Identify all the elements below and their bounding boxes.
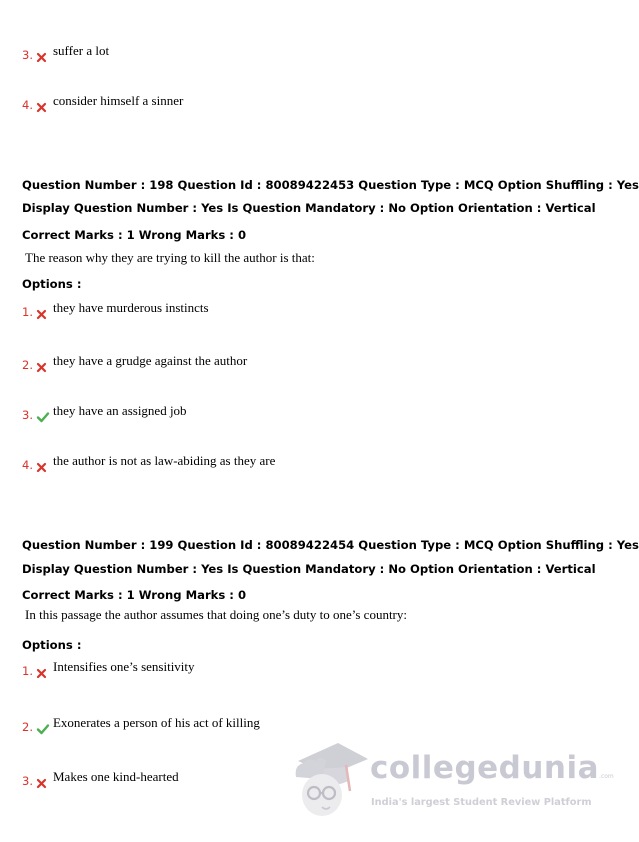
- option-text: consider himself a sinner: [52, 93, 184, 108]
- option-row: [22, 353, 247, 376]
- option-number: 1.: [22, 664, 33, 678]
- option-text: Intensifies one’s sensitivity: [52, 659, 195, 674]
- watermark-brand-name: collegedunia: [370, 750, 600, 786]
- watermark-brand-com: .com: [599, 773, 614, 780]
- wrong-icon: [37, 457, 50, 476]
- question-marks: Correct Marks : 1 Wrong Marks : 0: [22, 228, 247, 242]
- question-meta-line1: Question Number : 198 Question Id : 80089422453 Question Type : MCQ Option Shuffling : Yes: [22, 178, 639, 192]
- question-marks: Correct Marks : 1 Wrong Marks : 0: [22, 588, 247, 602]
- collegedunia-mascot-logo: [290, 735, 370, 824]
- wrong-icon: [37, 97, 50, 116]
- option-text: they have an assigned job: [52, 403, 187, 418]
- option-number: 3.: [22, 48, 33, 62]
- option-row: [22, 769, 179, 792]
- option-text: Makes one kind-hearted: [52, 769, 179, 784]
- wrong-icon: [37, 47, 50, 66]
- question-text: In this passage the author assumes that doing one’s duty to one’s country:: [25, 607, 407, 622]
- option-number: 3.: [22, 774, 33, 788]
- option-row: [22, 453, 275, 476]
- option-number: 2.: [22, 720, 33, 734]
- option-row: [22, 403, 187, 426]
- option-number: 3.: [22, 408, 33, 422]
- option-number: 4.: [22, 458, 33, 472]
- question-meta-line2: Display Question Number : Yes Is Question Mandatory : No Option Orientation : Vertical: [22, 201, 596, 215]
- option-number: 4.: [22, 98, 33, 112]
- options-label: Options :: [22, 277, 82, 291]
- options-label: Options :: [22, 638, 82, 652]
- option-row: [22, 300, 209, 323]
- option-text: Exonerates a person of his act of killing: [52, 715, 260, 730]
- option-row: [22, 715, 260, 738]
- wrong-icon: [37, 663, 50, 682]
- question-meta-line1: Question Number : 199 Question Id : 80089422454 Question Type : MCQ Option Shuffling : Yes: [22, 538, 639, 552]
- wrong-icon: [37, 304, 50, 323]
- wrong-icon: [37, 773, 50, 792]
- question-meta-line2: Display Question Number : Yes Is Question Mandatory : No Option Orientation : Vertical: [22, 562, 596, 576]
- option-number: 2.: [22, 358, 33, 372]
- option-row: [22, 93, 183, 116]
- option-row: [22, 659, 195, 682]
- check-icon: [37, 719, 50, 738]
- option-text: they have a grudge against the author: [52, 353, 248, 368]
- watermark-tagline: India's largest Student Review Platform: [371, 797, 592, 808]
- option-text: suffer a lot: [52, 43, 110, 58]
- option-number: 1.: [22, 305, 33, 319]
- option-text: the author is not as law-abiding as they are: [52, 453, 276, 468]
- check-icon: [37, 407, 50, 426]
- watermark-brand: [370, 750, 614, 786]
- wrong-icon: [37, 357, 50, 376]
- option-row: [22, 43, 109, 66]
- question-text: The reason why they are trying to kill the author is that:: [25, 250, 315, 265]
- option-text: they have murderous instincts: [52, 300, 209, 315]
